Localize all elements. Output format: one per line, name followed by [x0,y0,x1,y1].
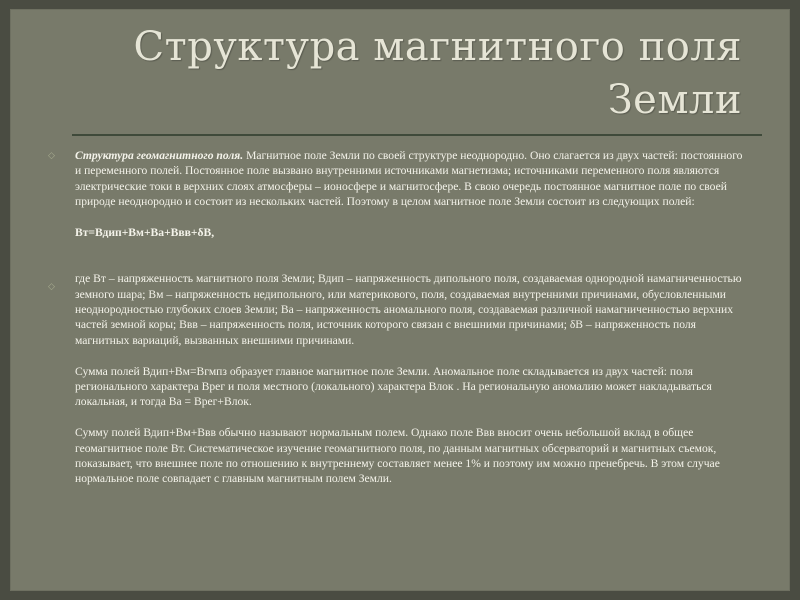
bullet-icon: ◇ [48,282,55,292]
paragraph-lead: Структура геомагнитного поля. [75,149,244,162]
formula: Вт=Вдип+Вм+Ва+Ввв+δВ, [75,226,215,240]
paragraph-intro [75,148,745,210]
bullet-icon: ◇ [48,151,55,161]
paragraph-definitions: где Вт – напряженность магнитного поля Земли; Вдип – напряженность дипольного поля, создаваемая однородной намагниченностью земного шара; Вм – напряженность недипольного, или материкового, поля, создаваемая внутренними причинами, обусловленными неоднородностью глубоких слоев Земли; Ва – напряженность аномального поля, создаваемая различной намагниченностью верхних частей земной коры; Ввв – напряженность поля, источник которого связан с внешними причинами; δВ – напряженность поля магнитных вариаций, вызванных внешними причинами. [75,272,742,347]
slide-title [42,21,742,127]
title-divider [72,134,762,136]
paragraph-normal-field: Сумму полей Вдип+Вм+Ввв обычно называют нормальным полем. Однако поле Ввв вносит очень небольшой вклад в общее геомагнитное поле Вт. Систематическое изучение геомагнитного поля, по данным магнитных обсерваторий и магнитных съемок, показывает, что внешнее поле по отношению к внутреннему составляет менее 1% и поэтому им можно пренебречь. В этом случае нормальное поле совпадает с главным магнитным полем Земли. [75,426,720,486]
paragraph-intro-text: Магнитное поле Земли по своей структуре неоднородно. Оно слагается из двух частей: постоянного и переменного полей. Постоянное поле вызвано внутренними источниками магнетизма; источниками переменного поля являются электрические токи в верхних слоях атмосферы – ионосфере и магнитосфере. В свою очередь постоянное магнитное поле по своей природе неоднородно и состоит из нескольких частей. Поэтому в целом магнитное поле Земли состоит из следующих полей: [75,149,743,209]
title-line-2: Земли [607,77,742,123]
paragraph-main-field: Сумма полей Вдип+Вм=Вгмпз образует главное магнитное поле Земли. Аномальное поле складывается из двух частей: поля регионального характера Врег и поля местного (локального) характера Влок . На региональную аномалию может накладываться локальная, и тогда Ва = Врег+Влок. [75,364,712,409]
slide-body [75,148,745,487]
title-line-1: Структура магнитного поля [133,24,742,70]
